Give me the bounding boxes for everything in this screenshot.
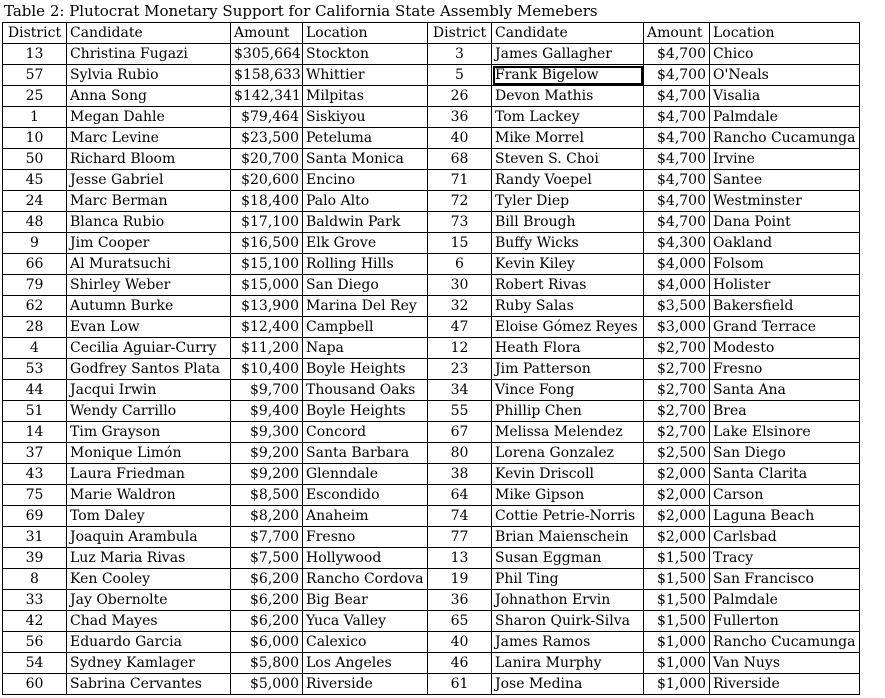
cell-candidate-right[interactable]: Randy Voepel xyxy=(492,170,644,191)
cell-amount-right[interactable]: $4,700 xyxy=(644,191,710,212)
cell-amount-right[interactable]: $2,000 xyxy=(644,506,710,527)
cell-location-right[interactable]: Dana Point xyxy=(710,212,860,233)
cell-candidate-left[interactable]: Shirley Weber xyxy=(67,275,231,296)
cell-amount-right[interactable]: $4,300 xyxy=(644,233,710,254)
header-amount-right[interactable]: Amount xyxy=(644,23,710,44)
cell-candidate-left[interactable]: Jacqui Irwin xyxy=(67,380,231,401)
cell-district-right[interactable]: 36 xyxy=(428,107,492,128)
cell-location-left[interactable]: Thousand Oaks xyxy=(303,380,428,401)
cell-district-left[interactable]: 14 xyxy=(3,422,67,443)
cell-candidate-left[interactable]: Evan Low xyxy=(67,317,231,338)
cell-candidate-left[interactable]: Sabrina Cervantes xyxy=(67,674,231,695)
cell-amount-right[interactable]: $4,700 xyxy=(644,128,710,149)
cell-location-left[interactable]: Rancho Cordova xyxy=(303,569,428,590)
table-row xyxy=(3,44,860,65)
cell-candidate-right[interactable]: Kevin Kiley xyxy=(492,254,644,275)
cell-district-right[interactable]: 15 xyxy=(428,233,492,254)
cell-candidate-left[interactable]: Godfrey Santos Plata xyxy=(67,359,231,380)
cell-candidate-left[interactable]: Wendy Carrillo xyxy=(67,401,231,422)
cell-location-right[interactable]: Lake Elsinore xyxy=(710,422,860,443)
cell-amount-left[interactable]: $6,200 xyxy=(231,611,303,632)
cell-district-left[interactable]: 25 xyxy=(3,86,67,107)
table-row xyxy=(3,338,860,359)
cell-location-left[interactable]: Escondido xyxy=(303,485,428,506)
cell-candidate-left[interactable]: Eduardo Garcia xyxy=(67,632,231,653)
table-row xyxy=(3,401,860,422)
cell-amount-left[interactable]: $15,000 xyxy=(231,275,303,296)
cell-district-left[interactable]: 66 xyxy=(3,254,67,275)
cell-district-left[interactable]: 43 xyxy=(3,464,67,485)
cell-location-right[interactable]: Santa Ana xyxy=(710,380,860,401)
cell-district-right[interactable]: 6 xyxy=(428,254,492,275)
cell-district-left[interactable]: 31 xyxy=(3,527,67,548)
cell-amount-left[interactable]: $305,664 xyxy=(231,44,303,65)
cell-amount-right[interactable]: $4,700 xyxy=(644,86,710,107)
cell-location-left[interactable]: Santa Barbara xyxy=(303,443,428,464)
cell-district-left[interactable]: 8 xyxy=(3,569,67,590)
cell-location-right[interactable]: Tracy xyxy=(710,548,860,569)
cell-location-right[interactable]: O'Neals xyxy=(710,65,860,86)
table-row xyxy=(3,674,860,695)
cell-district-right[interactable]: 73 xyxy=(428,212,492,233)
cell-district-left[interactable]: 51 xyxy=(3,401,67,422)
table-row xyxy=(3,233,860,254)
table-row xyxy=(3,191,860,212)
cell-amount-left[interactable]: $9,200 xyxy=(231,464,303,485)
cell-amount-left[interactable]: $20,600 xyxy=(231,170,303,191)
cell-candidate-left[interactable]: Joaquin Arambula xyxy=(67,527,231,548)
cell-location-right[interactable]: Grand Terrace xyxy=(710,317,860,338)
table-row xyxy=(3,506,860,527)
cell-amount-left[interactable]: $17,100 xyxy=(231,212,303,233)
table-row xyxy=(3,569,860,590)
cell-district-left[interactable]: 48 xyxy=(3,212,67,233)
cell-candidate-right[interactable]: Lanira Murphy xyxy=(492,653,644,674)
cell-amount-left[interactable]: $9,400 xyxy=(231,401,303,422)
cell-location-left[interactable]: Elk Grove xyxy=(303,233,428,254)
table-row xyxy=(3,317,860,338)
cell-amount-right[interactable]: $2,700 xyxy=(644,380,710,401)
cell-candidate-right[interactable]: Brian Maienschein xyxy=(492,527,644,548)
cell-amount-left[interactable]: $9,700 xyxy=(231,380,303,401)
cell-district-right[interactable]: 68 xyxy=(428,149,492,170)
table-row xyxy=(3,464,860,485)
cell-amount-right[interactable]: $1,000 xyxy=(644,674,710,695)
cell-candidate-right[interactable]: Phil Ting xyxy=(492,569,644,590)
cell-location-left[interactable]: Rolling Hills xyxy=(303,254,428,275)
cell-candidate-right[interactable]: Heath Flora xyxy=(492,338,644,359)
cell-district-left[interactable]: 62 xyxy=(3,296,67,317)
cell-amount-right[interactable]: $4,700 xyxy=(644,149,710,170)
cell-district-left[interactable]: 69 xyxy=(3,506,67,527)
cell-candidate-left[interactable]: Sylvia Rubio xyxy=(67,65,231,86)
header-candidate-left[interactable]: Candidate xyxy=(67,23,231,44)
cell-location-right[interactable]: Palmdale xyxy=(710,107,860,128)
cell-location-right[interactable]: Carlsbad xyxy=(710,527,860,548)
table-row xyxy=(3,548,860,569)
cell-district-left[interactable]: 45 xyxy=(3,170,67,191)
cell-candidate-left[interactable]: Marie Waldron xyxy=(67,485,231,506)
cell-amount-right[interactable]: $4,700 xyxy=(644,212,710,233)
cell-location-left[interactable]: Riverside xyxy=(303,674,428,695)
cell-district-right[interactable]: 30 xyxy=(428,275,492,296)
cell-candidate-left[interactable]: Cecilia Aguiar-Curry xyxy=(67,338,231,359)
cell-location-left[interactable]: Big Bear xyxy=(303,590,428,611)
cell-candidate-left[interactable]: Laura Friedman xyxy=(67,464,231,485)
cell-location-right[interactable]: Westminster xyxy=(710,191,860,212)
cell-candidate-right[interactable]: Kevin Driscoll xyxy=(492,464,644,485)
cell-amount-left[interactable]: $6,000 xyxy=(231,632,303,653)
header-row xyxy=(3,23,860,44)
cell-location-right[interactable]: Carson xyxy=(710,485,860,506)
cell-district-right[interactable]: 40 xyxy=(428,632,492,653)
cell-location-right[interactable]: Palmdale xyxy=(710,590,860,611)
cell-location-right[interactable]: Rancho Cucamunga xyxy=(710,632,860,653)
cell-amount-right[interactable]: $2,000 xyxy=(644,485,710,506)
cell-candidate-right[interactable]: Phillip Chen xyxy=(492,401,644,422)
cell-candidate-right[interactable]: Tyler Diep xyxy=(492,191,644,212)
cell-district-right[interactable]: 61 xyxy=(428,674,492,695)
cell-amount-left[interactable]: $20,700 xyxy=(231,149,303,170)
cell-location-right[interactable]: Holister xyxy=(710,275,860,296)
cell-district-right[interactable]: 46 xyxy=(428,653,492,674)
cell-district-right[interactable]: 26 xyxy=(428,86,492,107)
cell-district-left[interactable]: 39 xyxy=(3,548,67,569)
table-row xyxy=(3,254,860,275)
cell-district-left[interactable]: 37 xyxy=(3,443,67,464)
cell-candidate-right[interactable]: Mike Morrel xyxy=(492,128,644,149)
cell-location-right[interactable]: San Diego xyxy=(710,443,860,464)
cell-candidate-left[interactable]: Chad Mayes xyxy=(67,611,231,632)
cell-amount-left[interactable]: $7,500 xyxy=(231,548,303,569)
cell-district-left[interactable]: 28 xyxy=(3,317,67,338)
table-row xyxy=(3,611,860,632)
cell-district-right[interactable]: 72 xyxy=(428,191,492,212)
cell-location-right[interactable]: Folsom xyxy=(710,254,860,275)
cell-location-left[interactable]: Santa Monica xyxy=(303,149,428,170)
cell-location-left[interactable]: Los Angeles xyxy=(303,653,428,674)
cell-location-right[interactable]: Fresno xyxy=(710,359,860,380)
cell-location-left[interactable]: Glenndale xyxy=(303,464,428,485)
table-row xyxy=(3,653,860,674)
cell-district-right[interactable]: 12 xyxy=(428,338,492,359)
cell-district-right[interactable]: 71 xyxy=(428,170,492,191)
cell-amount-left[interactable]: $8,200 xyxy=(231,506,303,527)
cell-amount-left[interactable]: $5,800 xyxy=(231,653,303,674)
header-location-left[interactable]: Location xyxy=(303,23,428,44)
cell-amount-right[interactable]: $2,700 xyxy=(644,338,710,359)
cell-district-right[interactable]: 77 xyxy=(428,527,492,548)
table-row xyxy=(3,128,860,149)
cell-location-left[interactable]: Hollywood xyxy=(303,548,428,569)
cell-location-left[interactable]: Napa xyxy=(303,338,428,359)
cell-district-left[interactable]: 33 xyxy=(3,590,67,611)
cell-candidate-left[interactable]: Jay Obernolte xyxy=(67,590,231,611)
cell-location-right[interactable]: Chico xyxy=(710,44,860,65)
cell-candidate-right[interactable]: Jose Medina xyxy=(492,674,644,695)
cell-district-left[interactable]: 1 xyxy=(3,107,67,128)
cell-amount-left[interactable]: $6,200 xyxy=(231,590,303,611)
cell-amount-left[interactable]: $158,633 xyxy=(231,65,303,86)
table-title: Table 2: Plutocrat Monetary Support for California State Assembly Memebers xyxy=(4,2,598,20)
cell-district-right[interactable]: 80 xyxy=(428,443,492,464)
cell-amount-left[interactable]: $9,300 xyxy=(231,422,303,443)
cell-candidate-left[interactable]: Christina Fugazi xyxy=(67,44,231,65)
table-row xyxy=(3,443,860,464)
cell-district-right[interactable]: 65 xyxy=(428,611,492,632)
cell-amount-left[interactable]: $9,200 xyxy=(231,443,303,464)
cell-candidate-right[interactable]: Steven S. Choi xyxy=(492,149,644,170)
table-row xyxy=(3,632,860,653)
cell-candidate-left[interactable]: Tom Daley xyxy=(67,506,231,527)
cell-district-left[interactable]: 10 xyxy=(3,128,67,149)
cell-location-left[interactable]: Siskiyou xyxy=(303,107,428,128)
cell-location-left[interactable]: Palo Alto xyxy=(303,191,428,212)
cell-candidate-right[interactable]: Vince Fong xyxy=(492,380,644,401)
cell-amount-right[interactable]: $4,700 xyxy=(644,65,710,86)
cell-district-left[interactable]: 53 xyxy=(3,359,67,380)
cell-district-right[interactable]: 23 xyxy=(428,359,492,380)
cell-amount-right[interactable]: $4,000 xyxy=(644,275,710,296)
cell-amount-left[interactable]: $5,000 xyxy=(231,674,303,695)
cell-location-left[interactable]: Whittier xyxy=(303,65,428,86)
table-row xyxy=(3,107,860,128)
cell-amount-left[interactable]: $7,700 xyxy=(231,527,303,548)
table-row xyxy=(3,212,860,233)
cell-amount-right[interactable]: $4,700 xyxy=(644,44,710,65)
cell-candidate-left[interactable]: Ken Cooley xyxy=(67,569,231,590)
cell-candidate-right[interactable]: Frank Bigelow xyxy=(492,65,644,86)
cell-amount-right[interactable]: $3,000 xyxy=(644,317,710,338)
cell-amount-left[interactable]: $10,400 xyxy=(231,359,303,380)
cell-district-right[interactable]: 13 xyxy=(428,548,492,569)
cell-amount-left[interactable]: $16,500 xyxy=(231,233,303,254)
cell-district-right[interactable]: 5 xyxy=(428,65,492,86)
cell-district-right[interactable]: 32 xyxy=(428,296,492,317)
cell-amount-right[interactable]: $4,700 xyxy=(644,170,710,191)
table-row xyxy=(3,590,860,611)
cell-district-left[interactable]: 24 xyxy=(3,191,67,212)
cell-amount-right[interactable]: $1,500 xyxy=(644,548,710,569)
cell-district-right[interactable]: 64 xyxy=(428,485,492,506)
cell-amount-right[interactable]: $2,700 xyxy=(644,359,710,380)
table-row xyxy=(3,296,860,317)
cell-candidate-right[interactable]: Buffy Wicks xyxy=(492,233,644,254)
cell-district-right[interactable]: 55 xyxy=(428,401,492,422)
cell-location-right[interactable]: Bakersfield xyxy=(710,296,860,317)
cell-candidate-left[interactable]: Sydney Kamlager xyxy=(67,653,231,674)
cell-amount-right[interactable]: $2,700 xyxy=(644,422,710,443)
cell-candidate-right[interactable]: Ruby Salas xyxy=(492,296,644,317)
cell-location-right[interactable]: Santee xyxy=(710,170,860,191)
cell-district-left[interactable]: 56 xyxy=(3,632,67,653)
cell-district-left[interactable]: 42 xyxy=(3,611,67,632)
cell-amount-right[interactable]: $1,500 xyxy=(644,611,710,632)
cell-amount-right[interactable]: $1,000 xyxy=(644,653,710,674)
cell-amount-right[interactable]: $1,000 xyxy=(644,632,710,653)
cell-district-left[interactable]: 54 xyxy=(3,653,67,674)
cell-location-left[interactable]: Peteluma xyxy=(303,128,428,149)
cell-location-right[interactable]: Rancho Cucamunga xyxy=(710,128,860,149)
cell-candidate-right[interactable]: Tom Lackey xyxy=(492,107,644,128)
cell-candidate-left[interactable]: Jesse Gabriel xyxy=(67,170,231,191)
cell-district-left[interactable]: 57 xyxy=(3,65,67,86)
cell-amount-left[interactable]: $18,400 xyxy=(231,191,303,212)
cell-amount-left[interactable]: $23,500 xyxy=(231,128,303,149)
cell-amount-right[interactable]: $2,700 xyxy=(644,401,710,422)
table-row xyxy=(3,422,860,443)
cell-location-left[interactable]: Boyle Heights xyxy=(303,359,428,380)
cell-amount-right[interactable]: $2,000 xyxy=(644,464,710,485)
header-district-right[interactable]: District xyxy=(428,23,492,44)
cell-amount-right[interactable]: $2,500 xyxy=(644,443,710,464)
cell-location-right[interactable]: Fullerton xyxy=(710,611,860,632)
cell-candidate-right[interactable]: Lorena Gonzalez xyxy=(492,443,644,464)
cell-amount-left[interactable]: $8,500 xyxy=(231,485,303,506)
cell-location-left[interactable]: Yuca Valley xyxy=(303,611,428,632)
cell-candidate-right[interactable]: Sharon Quirk-Silva xyxy=(492,611,644,632)
cell-district-right[interactable]: 19 xyxy=(428,569,492,590)
cell-location-right[interactable]: Laguna Beach xyxy=(710,506,860,527)
cell-location-left[interactable]: Anaheim xyxy=(303,506,428,527)
table-row xyxy=(3,86,860,107)
cell-location-left[interactable]: Boyle Heights xyxy=(303,401,428,422)
cell-candidate-right[interactable]: Cottie Petrie-Norris xyxy=(492,506,644,527)
cell-district-left[interactable]: 50 xyxy=(3,149,67,170)
cell-district-right[interactable]: 40 xyxy=(428,128,492,149)
cell-candidate-left[interactable]: Tim Grayson xyxy=(67,422,231,443)
table-row xyxy=(3,380,860,401)
cell-candidate-right[interactable]: James Gallagher xyxy=(492,44,644,65)
cell-candidate-right[interactable]: Bill Brough xyxy=(492,212,644,233)
cell-location-left[interactable]: Milpitas xyxy=(303,86,428,107)
cell-candidate-right[interactable]: Eloise Gómez Reyes xyxy=(492,317,644,338)
cell-location-right[interactable]: Irvine xyxy=(710,149,860,170)
header-amount-left[interactable]: Amount xyxy=(231,23,303,44)
cell-location-left[interactable]: Stockton xyxy=(303,44,428,65)
cell-candidate-left[interactable]: Megan Dahle xyxy=(67,107,231,128)
cell-location-right[interactable]: Visalia xyxy=(710,86,860,107)
cell-amount-left[interactable]: $142,341 xyxy=(231,86,303,107)
cell-district-left[interactable]: 75 xyxy=(3,485,67,506)
cell-location-right[interactable]: Oakland xyxy=(710,233,860,254)
cell-candidate-left[interactable]: Autumn Burke xyxy=(67,296,231,317)
cell-amount-right[interactable]: $1,500 xyxy=(644,569,710,590)
donations-table xyxy=(2,22,860,695)
cell-location-left[interactable]: Concord xyxy=(303,422,428,443)
cell-district-left[interactable]: 60 xyxy=(3,674,67,695)
cell-location-right[interactable]: Van Nuys xyxy=(710,653,860,674)
table-row xyxy=(3,359,860,380)
cell-candidate-right[interactable]: James Ramos xyxy=(492,632,644,653)
cell-location-left[interactable]: Campbell xyxy=(303,317,428,338)
cell-candidate-left[interactable]: Richard Bloom xyxy=(67,149,231,170)
cell-amount-left[interactable]: $79,464 xyxy=(231,107,303,128)
cell-location-left[interactable]: Calexico xyxy=(303,632,428,653)
cell-location-left[interactable]: Encino xyxy=(303,170,428,191)
cell-candidate-right[interactable]: Devon Mathis xyxy=(492,86,644,107)
cell-amount-left[interactable]: $15,100 xyxy=(231,254,303,275)
cell-location-left[interactable]: Fresno xyxy=(303,527,428,548)
table-row xyxy=(3,275,860,296)
cell-location-right[interactable]: Modesto xyxy=(710,338,860,359)
cell-district-left[interactable]: 79 xyxy=(3,275,67,296)
cell-location-left[interactable]: Marina Del Rey xyxy=(303,296,428,317)
cell-district-right[interactable]: 74 xyxy=(428,506,492,527)
cell-district-right[interactable]: 3 xyxy=(428,44,492,65)
cell-candidate-left[interactable]: Marc Levine xyxy=(67,128,231,149)
cell-district-left[interactable]: 44 xyxy=(3,380,67,401)
cell-amount-right[interactable]: $2,000 xyxy=(644,527,710,548)
cell-candidate-right[interactable]: Jim Patterson xyxy=(492,359,644,380)
table-row xyxy=(3,485,860,506)
cell-amount-right[interactable]: $4,000 xyxy=(644,254,710,275)
cell-amount-left[interactable]: $11,200 xyxy=(231,338,303,359)
table-row xyxy=(3,527,860,548)
cell-district-right[interactable]: 38 xyxy=(428,464,492,485)
cell-amount-right[interactable]: $1,500 xyxy=(644,590,710,611)
cell-candidate-left[interactable]: Monique Limón xyxy=(67,443,231,464)
cell-candidate-right[interactable]: Johnathon Ervin xyxy=(492,590,644,611)
cell-location-right[interactable]: Brea xyxy=(710,401,860,422)
cell-location-right[interactable]: Santa Clarita xyxy=(710,464,860,485)
table-row xyxy=(3,149,860,170)
header-location-right[interactable]: Location xyxy=(710,23,860,44)
cell-candidate-left[interactable]: Luz Maria Rivas xyxy=(67,548,231,569)
table-row xyxy=(3,65,860,86)
cell-district-right[interactable]: 67 xyxy=(428,422,492,443)
cell-district-right[interactable]: 34 xyxy=(428,380,492,401)
cell-candidate-left[interactable]: Marc Berman xyxy=(67,191,231,212)
table-row xyxy=(3,170,860,191)
cell-amount-right[interactable]: $4,700 xyxy=(644,107,710,128)
cell-location-left[interactable]: Baldwin Park xyxy=(303,212,428,233)
cell-candidate-left[interactable]: Blanca Rubio xyxy=(67,212,231,233)
cell-district-right[interactable]: 36 xyxy=(428,590,492,611)
cell-candidate-right[interactable]: Melissa Melendez xyxy=(492,422,644,443)
cell-district-left[interactable]: 13 xyxy=(3,44,67,65)
header-candidate-right[interactable]: Candidate xyxy=(492,23,644,44)
cell-location-left[interactable]: San Diego xyxy=(303,275,428,296)
header-district-left[interactable]: District xyxy=(3,23,67,44)
cell-location-right[interactable]: Riverside xyxy=(710,674,860,695)
cell-amount-left[interactable]: $6,200 xyxy=(231,569,303,590)
cell-candidate-right[interactable]: Robert Rivas xyxy=(492,275,644,296)
cell-candidate-left[interactable]: Al Muratsuchi xyxy=(67,254,231,275)
cell-candidate-left[interactable]: Anna Song xyxy=(67,86,231,107)
cell-district-left[interactable]: 9 xyxy=(3,233,67,254)
cell-candidate-right[interactable]: Susan Eggman xyxy=(492,548,644,569)
cell-amount-left[interactable]: $12,400 xyxy=(231,317,303,338)
cell-district-left[interactable]: 4 xyxy=(3,338,67,359)
cell-district-right[interactable]: 47 xyxy=(428,317,492,338)
cell-location-right[interactable]: San Francisco xyxy=(710,569,860,590)
cell-candidate-right[interactable]: Mike Gipson xyxy=(492,485,644,506)
cell-amount-right[interactable]: $3,500 xyxy=(644,296,710,317)
cell-amount-left[interactable]: $13,900 xyxy=(231,296,303,317)
cell-candidate-left[interactable]: Jim Cooper xyxy=(67,233,231,254)
